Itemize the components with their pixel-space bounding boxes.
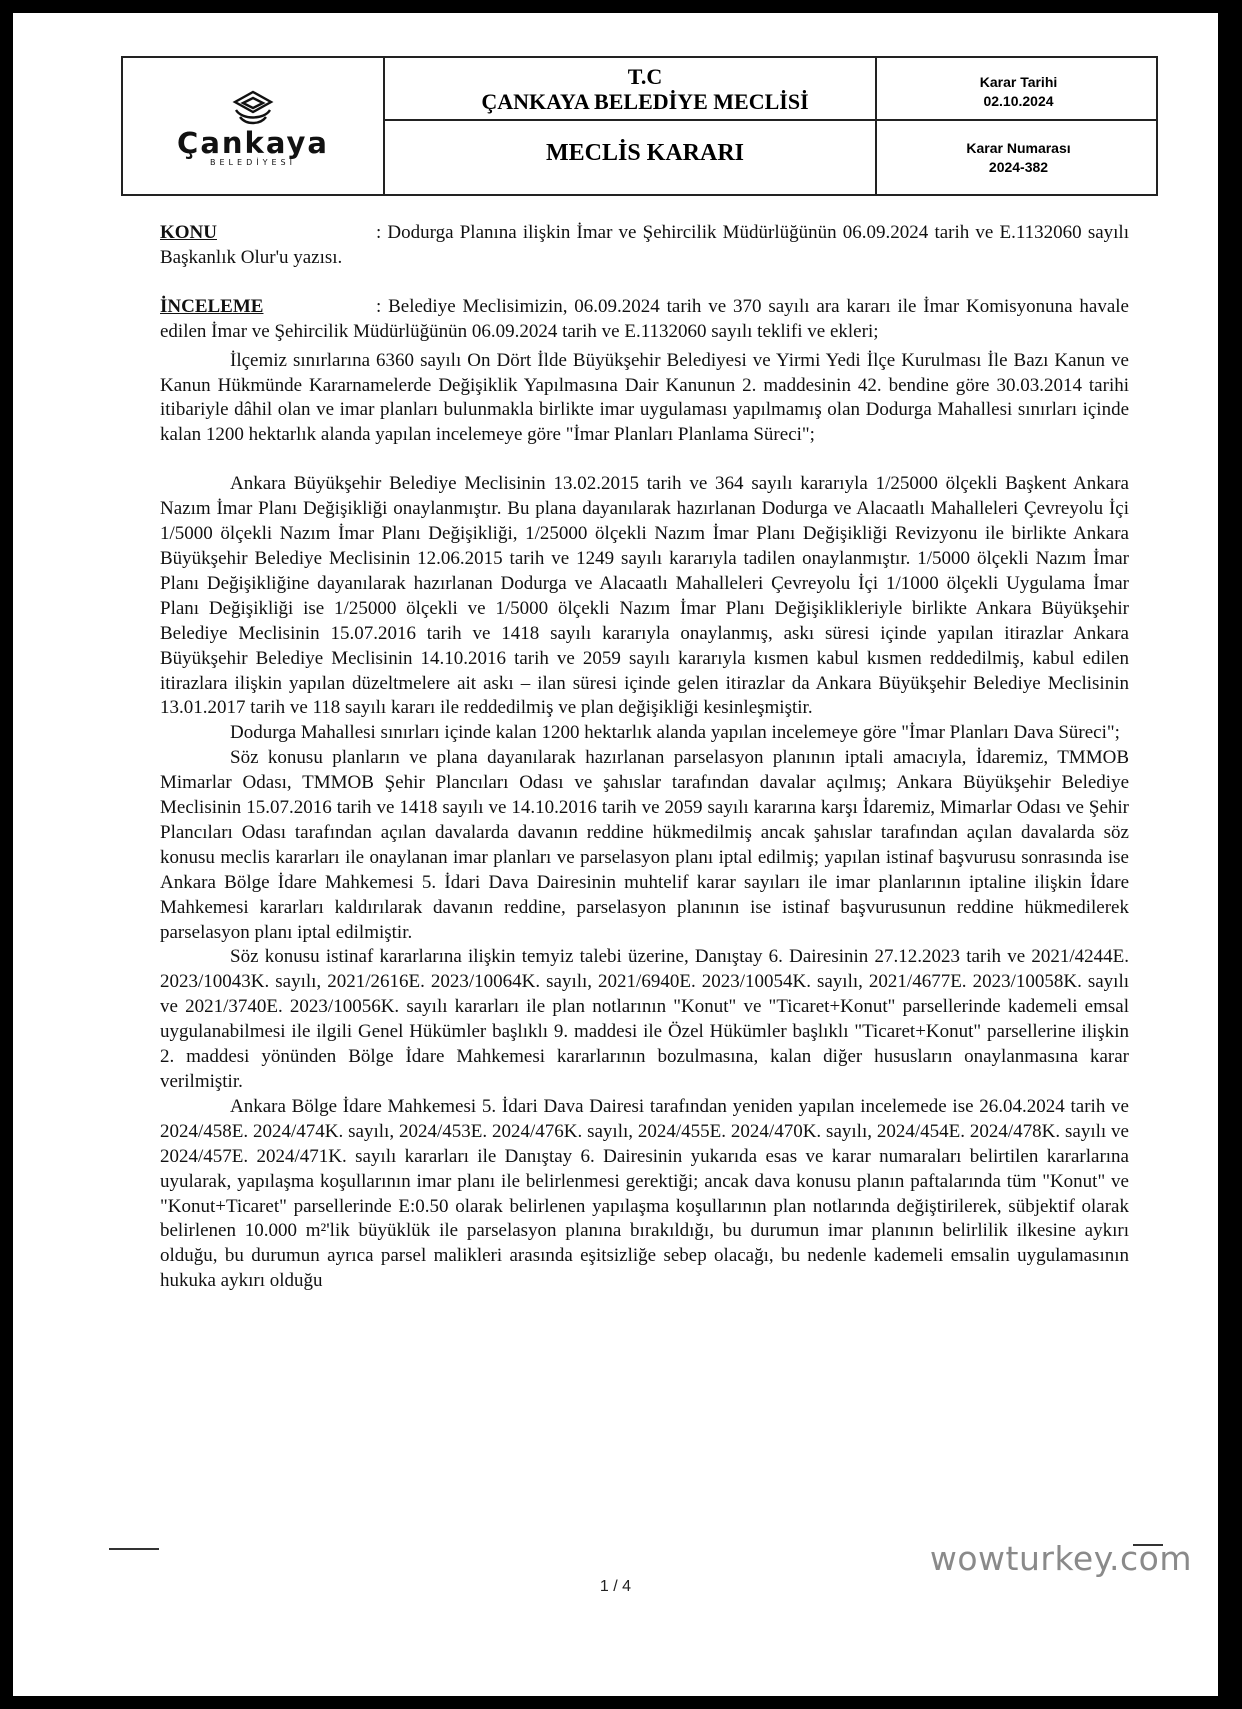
cankaya-logo	[153, 90, 353, 170]
header-box	[121, 56, 1158, 196]
logo-emblem-icon	[230, 90, 276, 128]
document-page	[13, 13, 1218, 1696]
page-number: 1 / 4	[599, 1578, 632, 1595]
konu-label: KONU	[160, 222, 217, 243]
watermark: wowturkey.com	[929, 1539, 1192, 1578]
council-name: ÇANKAYA BELEDİYE MECLİSİ	[481, 89, 809, 114]
inceleme-label: İNCELEME	[160, 295, 264, 317]
tc-label: T.C	[627, 64, 663, 89]
decision-number	[879, 139, 1158, 177]
inceleme-text: : Belediye Meclisimizin, 06.09.2024 tarih ve 370 sayılı ara kararı ile İmar Komisyonuna havale edilen İmar ve Şehircilik Müdürlüğünün 06.09.2024 tarih ve E.1132060 sayılı teklifi ve ekleri;	[160, 295, 1129, 342]
paragraph: İlçemiz sınırlarına 6360 sayılı On Dört İlde Büyükşehir Belediyesi ve Yirmi Yedi İlçe Kurulması İle Bazı Kanun ve Kanun Hükmünde Kararnamelerde Değişiklik Yapılmasına Dair Kanunun 2. maddesinin 42. bendine göre 30.03.2014 tarihi itibariyle dâhil olan ve imar planları bulunmakla birlikte imar uygulaması yapılmamış olan Dodurga Mahallesi sınırları içinde kalan 1200 hektarlık alanda yapılan incelemeye göre "İmar Planları Planlama Süreci";	[160, 349, 1129, 446]
konu-text: : Dodurga Planına ilişkin İmar ve Şehircilik Müdürlüğünün 06.09.2024 tarih ve E.1132060 sayılı Başkanlık Olur'u yazısı.	[160, 222, 1129, 268]
decision-number-value: 2024-382	[988, 159, 1049, 175]
paragraph: Ankara Büyükşehir Belediye Meclisinin 13.02.2015 tarih ve 364 sayılı kararıyla 1/25000 ölçekli Başkent Ankara Nazım İmar Planı Değişikliği onaylanmıştır. Bu plana dayanılarak hazırlanan Dodurga ve Alacaatlı Mahalleleri Çevreyolu İçi 1/5000 ölçekli Nazım İmar Planı Değişikliği, 1/25000 ölçekli Nazım İmar Planı Değişikliği Revizyonu ile birlikte Ankara Büyükşehir Belediye Meclisinin 12.06.2015 tarih ve 1249 sayılı kararıyla tadilen onaylanmıştır. 1/5000 ölçekli Nazım İmar Planı Değişikliğine dayanılarak hazırlanan Dodurga ve Alacaatlı Mahalleleri Çevreyolu İçi 1/1000 ölçekli Uygulama İmar Planı Değişikliği ise 1/25000 ölçekli ve 1/5000 ölçekli Nazım İmar Planı Değişiklikleriyle birlikte Ankara Büyükşehir Belediye Meclisinin 15.07.2016 tarih ve 1418 sayılı kararıyla onaylanmış, askı süresi içinde yapılan itirazlar Ankara Büyükşehir Belediye Meclisinin 14.10.2016 tarih ve 2059 sayılı kararıyla kısmen kabul kısmen reddedilmiş, kabul edilen itirazlara ilişkin yapılan düzeltmelere ait askı – ilan süresi içinde gelen itirazlar da Ankara Büyükşehir Belediye Meclisinin 13.01.2017 tarih ve 118 sayılı kararı ile reddedilmiş ve plan değişikliği kesinleşmiştir.	[160, 473, 1129, 719]
konu-section	[160, 221, 1129, 271]
decision-number-label: Karar Numarası	[966, 140, 1071, 156]
paragraph: Dodurga Mahallesi sınırları içinde kalan 1200 hektarlık alanda yapılan incelemeye göre "İmar Planları Dava Süreci";	[230, 722, 1120, 744]
decision-date-label: Karar Tarihi	[979, 74, 1058, 90]
header-divider	[875, 58, 877, 194]
paragraph: Söz konusu planların ve plana dayanılarak hazırlanan parselasyon planının iptali amacıyla, İdaremiz, TMMOB Mimarlar Odası, TMMOB Şehir Plancıları Odası ve şahıslar tarafından davalar açılmış; Ankara Büyükşehir Belediye Meclisinin 15.07.2016 tarih ve 1418 sayılı ve 14.10.2016 tarih ve 2059 sayılı kararına karşı İdaremiz, Mimarlar Odası ve Şehir Plancıları Odası tarafından açılan davalarda davanın reddine hükmedilmiş ancak şahıslar tarafından açılan davalarda söz konusu meclis kararları ile onaylanan imar planları ve parselasyon planı iptal edilmiş; yapılan istinaf başvurusu sonrasında ise Ankara Bölge İdare Mahkemesi 5. İdari Dava Dairesinin muhtelif karar sayıları ile imar planlarının iptaline ilişkin İdare Mahkemesi kararları kaldırılarak davanın reddine, parselasyon planının ise istinaf başvurusunun reddine hükmedilerek parselasyon planı iptal edilmiştir.	[160, 747, 1129, 943]
logo-name: Çankaya	[177, 126, 329, 160]
header-divider	[877, 119, 1156, 121]
header-divider	[383, 58, 385, 194]
paragraph: Söz konusu istinaf kararlarına ilişkin temyiz talebi üzerine, Danıştay 6. Dairesinin 27.12.2023 tarih ve 2021/4244E. 2023/10043K. sayılı, 2021/2616E. 2023/10064K. sayılı, 2021/6940E. 2023/10054K. sayılı, 2021/4677E. 2023/10058K. sayılı ve 2021/3740E. 2023/10056K. sayılı kararları ile plan notlarının "Konut" ve "Ticaret+Konut" parsellerinde kademeli emsal uygulanabilmesi ile ilgili Genel Hükümler başlıklı 9. maddesi ile Özel Hükümler başlıklı "Ticaret+Konut" parsellerine ilişkin 2. maddesi yönünden Bölge İdare Mahkemesi kararlarının bozulmasına, kalan diğer hususların onaylanmasına karar verilmiştir.	[160, 946, 1129, 1092]
paragraph: Ankara Bölge İdare Mahkemesi 5. İdari Dava Dairesi tarafından yeniden yapılan incelemede ise 26.04.2024 tarih ve 2024/458E. 2024/474K. sayılı, 2024/453E. 2024/476K. sayılı, 2024/455E. 2024/470K. sayılı, 2024/454E. 2024/478K. sayılı ve 2024/457E. 2024/471K. sayılı kararları ile Danıştay 6. Dairesinin yukarıda esas ve karar numaraları belirtilen kararlarına uyularak, yapılaşma koşullarının imar planı ile belirlenmesi gerektiği; ancak dava konusu planın paftalarında tüm "Konut" ve "Konut+Ticaret" parsellerinde E:0.50 olarak belirlenen yapılaşma koşullarının plan notlarında değiştirilerek, sübjektif olarak belirlenen 10.000 m²'lik büyüklük ile parselasyon planına bırakıldığı, bu durumun imar planının belirlilik ilkesine aykırı olduğu, bu durumun ayrıca parsel malikleri arasında eşitsizliğe sebep olacağı, bu nedenle kademeli emsalin uygulamasının hukuka aykırı olduğu	[160, 1095, 1129, 1292]
inceleme-section	[160, 295, 1129, 345]
decision-body	[160, 221, 1129, 1294]
margin-line	[109, 1548, 159, 1550]
doc-type-title: MECLİS KARARI	[545, 140, 745, 166]
header-divider	[383, 119, 875, 121]
decision-date-value: 02.10.2024	[983, 93, 1054, 109]
decision-date	[879, 73, 1158, 111]
logo-subtitle: BELEDİYESİ	[210, 158, 296, 167]
council-title	[415, 64, 875, 114]
